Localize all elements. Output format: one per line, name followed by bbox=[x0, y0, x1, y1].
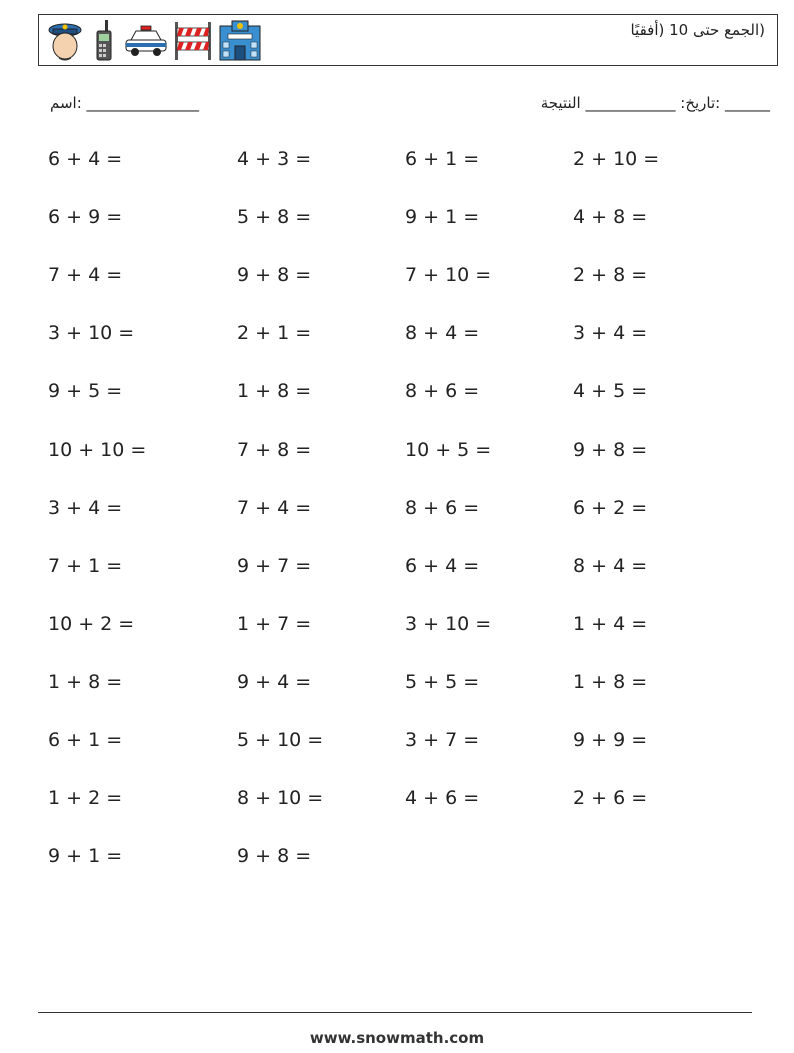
footer-url: www.snowmath.com bbox=[309, 1029, 485, 1047]
addition-problem: 6 + 9 = bbox=[48, 206, 123, 229]
addition-problem: 2 + 6 = bbox=[573, 787, 648, 810]
addition-problem: 1 + 8 = bbox=[573, 670, 648, 693]
addition-problem: 3 + 4 = bbox=[573, 322, 648, 345]
addition-problem: 1 + 8 = bbox=[237, 380, 312, 403]
addition-problem: 6 + 4 = bbox=[405, 554, 480, 577]
addition-problem: 9 + 1 = bbox=[405, 206, 480, 229]
addition-problem: 7 + 1 = bbox=[48, 554, 123, 577]
worksheet-header bbox=[38, 14, 778, 66]
addition-problem: 9 + 1 = bbox=[48, 845, 123, 868]
addition-problem: 9 + 8 = bbox=[237, 845, 312, 868]
addition-problem: 9 + 8 = bbox=[237, 264, 312, 287]
addition-problem: 8 + 4 = bbox=[573, 554, 648, 577]
addition-problem: 6 + 1 = bbox=[405, 148, 480, 170]
addition-problem: 3 + 4 = bbox=[48, 496, 123, 519]
addition-problem: 4 + 3 = bbox=[237, 148, 312, 170]
addition-problem: 9 + 4 = bbox=[237, 670, 312, 693]
addition-problem: 10 + 10 = bbox=[48, 438, 147, 461]
addition-problem: 1 + 8 = bbox=[48, 670, 123, 693]
addition-problem: 3 + 10 = bbox=[405, 612, 492, 635]
addition-problem: 7 + 4 = bbox=[237, 496, 312, 519]
addition-problem: 2 + 8 = bbox=[573, 264, 648, 287]
addition-problem: 4 + 5 = bbox=[573, 380, 648, 403]
worksheet-title: (الجمع حتى 10 (أفقيًا bbox=[630, 21, 765, 39]
addition-problem: 5 + 5 = bbox=[405, 670, 480, 693]
police-officer-icon bbox=[45, 18, 85, 62]
addition-problem: 1 + 4 = bbox=[573, 612, 648, 635]
addition-problem: 6 + 2 = bbox=[573, 496, 648, 519]
addition-problem: 1 + 2 = bbox=[48, 787, 123, 810]
addition-problem: 9 + 9 = bbox=[573, 729, 648, 751]
name-field-label: اسم: _______________ bbox=[50, 94, 200, 112]
addition-problem: 10 + 5 = bbox=[405, 438, 492, 461]
addition-problem: 3 + 10 = bbox=[48, 322, 135, 345]
addition-problem: 4 + 6 = bbox=[405, 787, 480, 810]
addition-problem: 9 + 5 = bbox=[48, 380, 123, 403]
walkie-talkie-icon bbox=[89, 18, 119, 62]
addition-problem: 6 + 4 = bbox=[48, 148, 123, 170]
road-barrier-icon bbox=[173, 18, 213, 62]
addition-problem: 6 + 1 = bbox=[48, 729, 123, 751]
addition-problem: 4 + 8 = bbox=[573, 206, 648, 229]
addition-problem: 5 + 8 = bbox=[237, 206, 312, 229]
date-score-field-label: ______ :تاريخ: ____________ النتيجة bbox=[540, 94, 770, 112]
addition-problem: 2 + 10 = bbox=[573, 148, 660, 170]
addition-problem: 2 + 1 = bbox=[237, 322, 312, 345]
addition-problem: 8 + 4 = bbox=[405, 322, 480, 345]
addition-problem: 8 + 10 = bbox=[237, 787, 324, 810]
header-icons bbox=[45, 17, 263, 63]
police-station-icon bbox=[217, 18, 263, 62]
addition-problem: 8 + 6 = bbox=[405, 380, 480, 403]
addition-problem: 8 + 6 = bbox=[405, 496, 480, 519]
addition-problem: 1 + 7 = bbox=[237, 612, 312, 635]
addition-problem: 5 + 10 = bbox=[237, 729, 324, 751]
addition-problem: 3 + 7 = bbox=[405, 729, 480, 751]
addition-problem: 7 + 10 = bbox=[405, 264, 492, 287]
addition-problem: 7 + 4 = bbox=[48, 264, 123, 287]
addition-problem: 7 + 8 = bbox=[237, 438, 312, 461]
footer-divider bbox=[38, 1012, 752, 1013]
addition-problem: 9 + 8 = bbox=[573, 438, 648, 461]
addition-problem: 10 + 2 = bbox=[48, 612, 135, 635]
addition-problem: 9 + 7 = bbox=[237, 554, 312, 577]
police-car-icon bbox=[123, 18, 169, 62]
